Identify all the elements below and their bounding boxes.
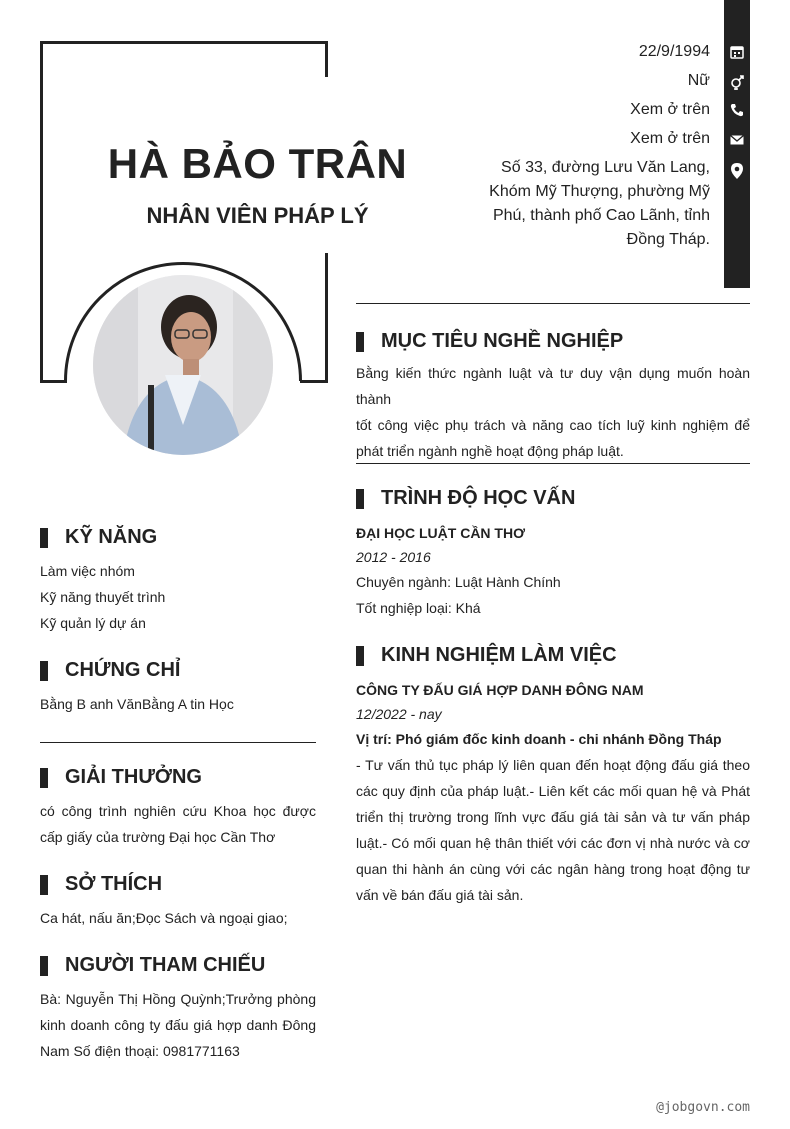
skill-item: Kỹ năng thuyết trình bbox=[40, 589, 166, 605]
objective-text bbox=[356, 360, 750, 464]
header-frame-left bbox=[40, 41, 43, 383]
skill-item: Kỹ quản lý dự án bbox=[40, 615, 146, 631]
heading-marker bbox=[40, 528, 48, 548]
certificates-heading-text: CHỨNG CHỈ bbox=[65, 659, 181, 681]
experience-description bbox=[356, 752, 750, 908]
heading-marker bbox=[40, 661, 48, 681]
education-school: ĐẠI HỌC LUẬT CẦN THƠ bbox=[356, 525, 526, 541]
header-frame-bottom-right bbox=[300, 380, 328, 383]
avatar bbox=[93, 275, 273, 455]
skill-item: Làm việc nhóm bbox=[40, 563, 135, 579]
education-major: Chuyên ngành: Luật Hành Chính bbox=[356, 574, 561, 590]
watermark: @jobgovn.com bbox=[656, 1100, 750, 1115]
hobbies-text: Ca hát, nấu ăn;Đọc Sách và ngoại giao; bbox=[40, 910, 288, 926]
gender-icon bbox=[729, 74, 745, 90]
education-period: 2012 - 2016 bbox=[356, 549, 431, 565]
experience-line: triển thị trường trong lĩnh vực đấu giá tài sản và tư vấn pháp bbox=[356, 809, 750, 825]
hobbies-heading bbox=[40, 873, 162, 896]
heading-marker bbox=[356, 646, 364, 666]
experience-heading-text: KINH NGHIỆM LÀM VIỆC bbox=[381, 644, 617, 666]
experience-entry bbox=[356, 678, 750, 908]
hobbies-heading-text: SỞ THÍCH bbox=[65, 873, 163, 895]
experience-position: Vị trí: Phó giám đốc kinh doanh - chi nhánh Đồng Tháp bbox=[356, 731, 722, 747]
awards-heading-text: GIẢI THƯỞNG bbox=[65, 766, 202, 788]
experience-company: CÔNG TY ĐẤU GIÁ HỢP DANH ĐÔNG NAM bbox=[356, 682, 644, 698]
gender-value: Nữ bbox=[687, 72, 710, 89]
experience-line: - Tư vấn thủ tục pháp lý liên quan đến hoạt động đấu giá theo bbox=[356, 757, 750, 773]
heading-marker bbox=[40, 875, 48, 895]
heading-marker bbox=[40, 956, 48, 976]
header-frame-top bbox=[40, 41, 328, 44]
experience-period: 12/2022 - nay bbox=[356, 706, 442, 722]
address-line: Đồng Tháp. bbox=[626, 231, 710, 248]
education-grade: Tốt nghiệp loại: Khá bbox=[356, 600, 481, 616]
awards-heading bbox=[40, 766, 202, 789]
location-pin-icon bbox=[729, 162, 745, 180]
skills-list bbox=[40, 558, 316, 636]
reference-line: kinh doanh công ty đấu giá hợp danh Đông bbox=[40, 1017, 316, 1033]
heading-marker bbox=[356, 489, 364, 509]
candidate-name: HÀ BẢO TRÂN bbox=[107, 140, 408, 187]
phone-value: Xem ở trên bbox=[630, 101, 710, 118]
references-heading-text: NGƯỜI THAM CHIẾU bbox=[65, 954, 266, 976]
calendar-icon bbox=[729, 44, 745, 60]
awards-line: cấp giấy của trường Đại học Cần Thơ bbox=[40, 829, 276, 845]
divider bbox=[40, 742, 316, 743]
objective-heading-text: MỤC TIÊU NGHỀ NGHIỆP bbox=[381, 330, 624, 352]
address-line: Khóm Mỹ Thượng, phường Mỹ bbox=[489, 183, 710, 200]
education-heading bbox=[356, 487, 575, 510]
experience-heading bbox=[356, 644, 617, 667]
education-heading-text: TRÌNH ĐỘ HỌC VẤN bbox=[381, 487, 576, 509]
heading-marker bbox=[356, 332, 364, 352]
address-line: Phú, thành phố Cao Lãnh, tỉnh bbox=[492, 207, 710, 224]
experience-line: luật.- Có mối quan hệ thân thiết với các đơn vị nhà nước và cơ bbox=[356, 835, 750, 851]
address-line: Số 33, đường Lưu Văn Lang, bbox=[501, 159, 710, 176]
certificates-text: Bằng B anh VănBằng A tin Học bbox=[40, 696, 234, 712]
profile-photo bbox=[93, 275, 273, 455]
education-entry bbox=[356, 521, 750, 621]
awards-text bbox=[40, 798, 316, 850]
email-value: Xem ở trên bbox=[630, 130, 710, 147]
reference-line: Nam Số điện thoại: 0981771163 bbox=[40, 1043, 240, 1059]
divider bbox=[356, 463, 750, 464]
references-text bbox=[40, 986, 316, 1064]
divider bbox=[356, 303, 750, 304]
header-frame-right-bottom bbox=[325, 253, 328, 383]
objective-line: Bằng kiến thức ngành luật và tư duy vận dụng muốn hoàn thành bbox=[356, 365, 750, 407]
phone-icon bbox=[729, 102, 745, 118]
mail-icon bbox=[729, 132, 745, 148]
experience-line: quan thi hành án cùng với các ngân hàng trong hoạt động tư bbox=[356, 861, 750, 877]
birthday-value: 22/9/1994 bbox=[638, 43, 710, 60]
candidate-title: NHÂN VIÊN PHÁP LÝ bbox=[146, 203, 369, 228]
objective-heading bbox=[356, 330, 623, 353]
references-heading bbox=[40, 954, 265, 977]
objective-line: tốt công việc phụ trách và năng cao tích luỹ kinh nghiệm để bbox=[356, 417, 750, 433]
awards-line: có công trình nghiên cứu Khoa học được bbox=[40, 803, 316, 819]
reference-line: Bà: Nguyễn Thị Hồng Quỳnh;Trưởng phòng bbox=[40, 991, 316, 1007]
experience-line: vấn về bán đấu giá tài sản. bbox=[356, 887, 524, 903]
address-value bbox=[470, 156, 710, 252]
skills-heading bbox=[40, 526, 157, 549]
experience-line: các quy định của pháp luật.- Liên kết các mối quan hệ và Phát bbox=[356, 783, 750, 799]
certificates-heading bbox=[40, 659, 180, 682]
heading-marker bbox=[40, 768, 48, 788]
header-frame-right-top bbox=[325, 41, 328, 77]
skills-heading-text: KỸ NĂNG bbox=[65, 526, 158, 548]
objective-line: phát triển ngành nghề hoạt động pháp luật. bbox=[356, 443, 624, 459]
header-frame-bottom-left bbox=[40, 380, 67, 383]
